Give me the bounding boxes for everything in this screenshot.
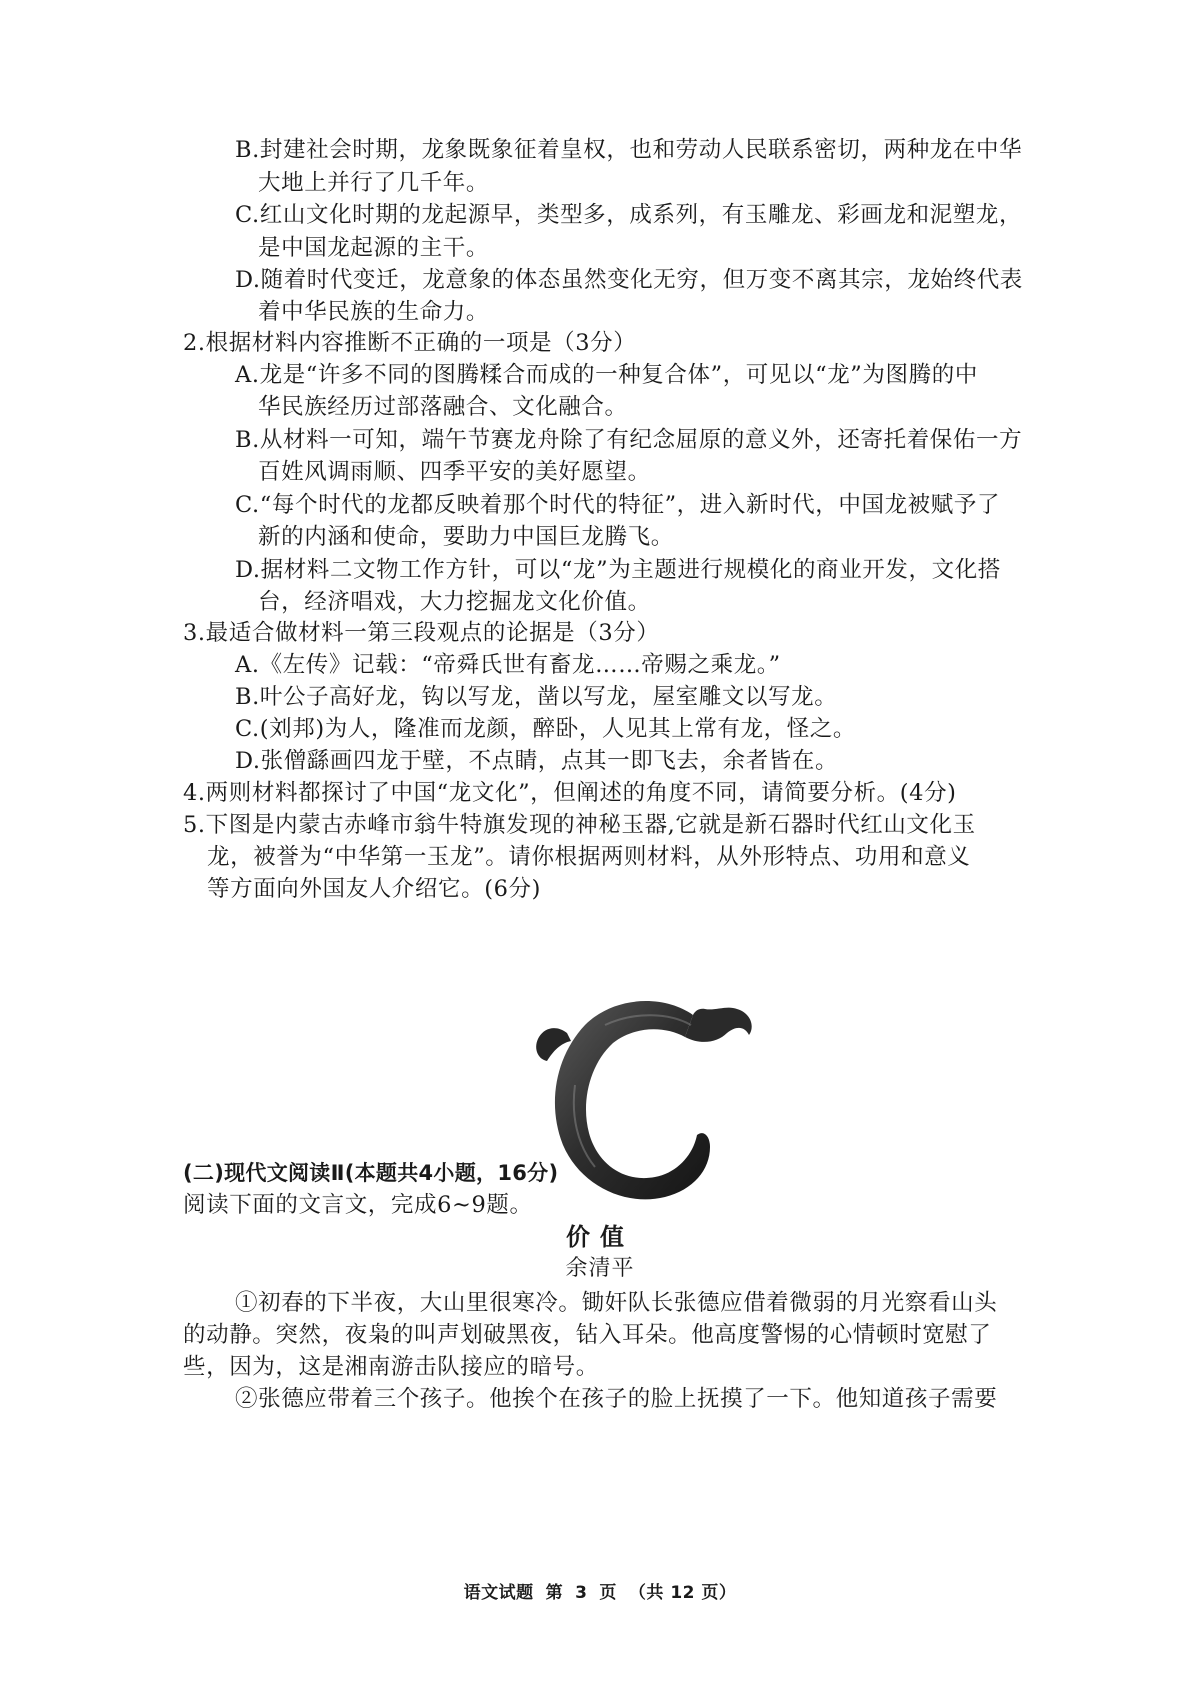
q3-option-c: C.(刘邦)为人，隆准而龙颜，醉卧，人见其上常有龙，怪之。	[235, 716, 857, 742]
footer-ye: 页	[599, 1583, 617, 1603]
q2-option-a-line2: 华民族经历过部落融合、文化融合。	[258, 394, 628, 420]
paragraph-2-line1: ②张德应带着三个孩子。他挨个在孩子的脸上抚摸了一下。他知道孩子需要	[235, 1386, 998, 1412]
q4-stem: 4.两则材料都探讨了中国“龙文化”，但阐述的角度不同，请简要分析。(4分)	[183, 780, 957, 806]
q2-option-c-line1: C.“每个时代的龙都反映着那个时代的特征”，进入新时代，中国龙被赋予了	[235, 492, 1001, 518]
q1-option-c-line2: 是中国龙起源的主干。	[258, 235, 490, 261]
q3-option-d: D.张僧繇画四龙于壁，不点睛，点其一即飞去，余者皆在。	[235, 748, 839, 774]
story-title: 价值	[566, 1223, 634, 1251]
paragraph-1-line2: 的动静。突然，夜枭的叫声划破黑夜，钻入耳朵。他高度警惕的心情顿时宽慰了	[183, 1322, 992, 1348]
footer-subject: 语文试题	[463, 1583, 534, 1603]
q1-option-b-line1: B.封建社会时期，龙象既象征着皇权，也和劳动人民联系密切，两种龙在中华	[235, 137, 1023, 163]
paragraph-1-line3: 些，因为，这是湘南游击队接应的暗号。	[183, 1354, 599, 1380]
q1-option-d-line1: D.随着时代变迁，龙意象的体态虽然变化无穷，但万变不离其宗，龙始终代表	[235, 267, 1023, 293]
q2-option-b-line1: B.从材料一可知，端午节赛龙舟除了有纪念屈原的意义外，还寄托着保佑一方	[235, 427, 1023, 453]
footer-total-pages: （共 12 页）	[628, 1583, 737, 1603]
q1-option-d-line2: 着中华民族的生命力。	[258, 299, 490, 325]
paragraph-1-line1: ①初春的下半夜，大山里很寒冷。锄奸队长张德应借着微弱的月光察看山头	[235, 1290, 998, 1316]
q5-stem-line3: 等方面向外国友人介绍它。(6分)	[207, 876, 541, 902]
footer-di: 第	[545, 1583, 564, 1603]
page-footer	[0, 1578, 1200, 1603]
q2-stem: 2.根据材料内容推断不正确的一项是（3分）	[183, 330, 637, 356]
q5-stem-line2: 龙，被誉为“中华第一玉龙”。请你根据两则材料，从外形特点、功用和意义	[207, 844, 971, 870]
q2-option-d-line2: 台，经济唱戏，大力挖掘龙文化价值。	[258, 589, 651, 615]
q1-option-b-line2: 大地上并行了几千年。	[258, 170, 490, 196]
footer-page-number: 3	[575, 1583, 588, 1603]
story-author: 余清平	[565, 1256, 635, 1281]
q5-stem-line1: 5.下图是内蒙古赤峰市翁牛特旗发现的神秘玉器,它就是新石器时代红山文化玉	[183, 812, 976, 838]
q2-option-c-line2: 新的内涵和使命，要助力中国巨龙腾飞。	[258, 524, 674, 550]
q2-option-a-line1: A.龙是“许多不同的图腾糅合而成的一种复合体”，可见以“龙”为图腾的中	[235, 362, 978, 388]
section2-heading: (二)现代文阅读Ⅱ(本题共4小题，16分)	[183, 1161, 559, 1185]
q3-option-b: B.叶公子高好龙，钩以写龙，凿以写龙，屋室雕文以写龙。	[235, 684, 838, 710]
q2-option-d-line1: D.据材料二文物工作方针，可以“龙”为主题进行规模化的商业开发，文化搭	[235, 557, 1001, 583]
q3-option-a: A.《左传》记载：“帝舜氏世有畜龙……帝赐之乘龙。”	[235, 652, 781, 678]
q2-option-b-line2: 百姓风调雨顺、四季平安的美好愿望。	[258, 459, 651, 485]
q1-option-c-line1: C.红山文化时期的龙起源早，类型多，成系列，有玉雕龙、彩画龙和泥塑龙，	[235, 202, 1023, 228]
q3-stem: 3.最适合做材料一第三段观点的论据是（3分）	[183, 620, 660, 646]
section2-instruction: 阅读下面的文言文，完成6~9题。	[183, 1192, 533, 1218]
